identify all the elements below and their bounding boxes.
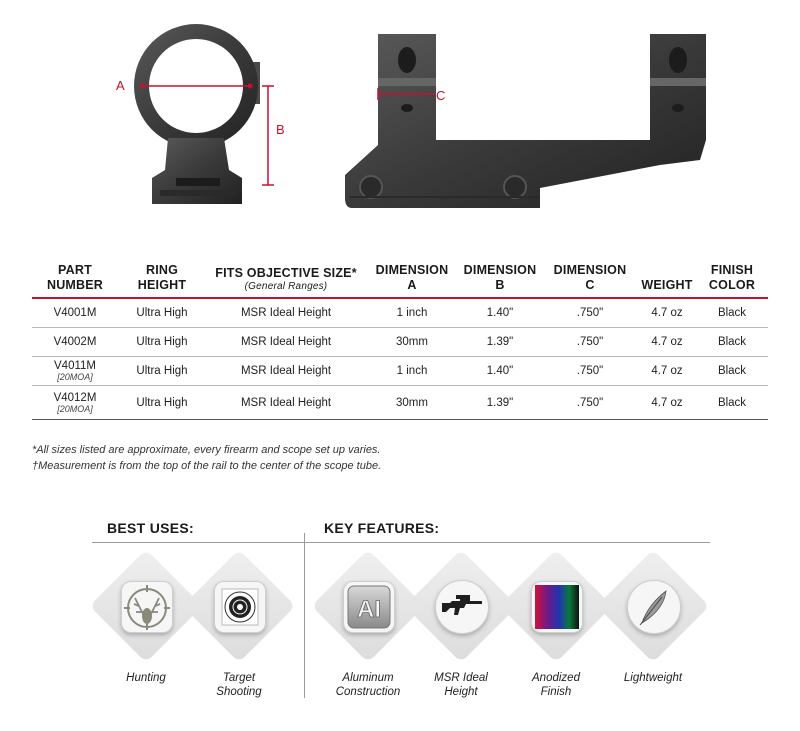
col-header-finish-color: FINISH COLOR [708,263,756,292]
cell-dim-c: .750" [542,328,638,357]
section-divider [304,533,305,698]
anodized-gradient-icon [531,581,583,633]
cell-finish: Black [696,357,768,386]
cell-ring-height: Ultra High [118,298,206,328]
cell-dim-b: 1.40" [458,357,542,386]
cell-dim-a: 1 inch [366,298,458,328]
table-row [32,386,768,420]
cell-weight: 4.7 oz [638,357,696,386]
cell-fits: MSR Ideal Height [206,298,366,328]
ring-front-view [134,24,274,204]
col-header-fits-objective: FITS OBJECTIVE SIZE* (General Ranges) [215,266,357,292]
cell-part-number: V4001M [32,298,118,328]
msr-caption: MSR Ideal Height [434,672,488,698]
cell-weight: 4.7 oz [638,328,696,357]
key-features-title: KEY FEATURES: [324,520,440,536]
anodized-caption: Anodized Finish [532,672,580,698]
scope-mount-diagram [0,0,800,240]
cell-finish: Black [696,298,768,328]
feather-icon [627,580,681,634]
cell-finish: Black [696,386,768,420]
cell-ring-height: Ultra High [118,386,206,420]
footnote-approximate: *All sizes listed are approximate, every firearm and scope set up varies. [32,444,381,456]
cell-dim-c: .750" [542,298,638,328]
col-header-weight: WEIGHT [641,278,693,292]
spec-table [32,263,768,420]
cell-dim-a: 30mm [366,386,458,420]
anodized-gradient-swatch [535,585,579,629]
cell-dim-c: .750" [542,386,638,420]
table-header-row [32,263,768,298]
cell-weight: 4.7 oz [638,386,696,420]
deer-icon [121,581,173,633]
table-row [32,328,768,357]
aluminum-icon [343,581,395,633]
col-header-dimension-b: DIMENSION B [463,263,537,292]
dimension-a-label: A [116,78,125,93]
cell-dim-a: 30mm [366,328,458,357]
cell-finish: Black [696,328,768,357]
cell-ring-height: Ultra High [118,328,206,357]
col-header-dimension-a: DIMENSION A [375,263,449,292]
cell-part-number: V4002M [32,328,118,357]
table-row [32,298,768,328]
rifle-icon [435,580,489,634]
cell-dim-b: 1.39" [458,328,542,357]
dimension-b-label: B [276,122,285,137]
footnotes [32,442,381,474]
cell-fits: MSR Ideal Height [206,328,366,357]
col-header-ring-height: RING HEIGHT [137,263,187,292]
best-uses-underline [92,542,304,543]
cell-dim-b: 1.39" [458,386,542,420]
mount-side-view [345,34,706,208]
cell-ring-height: Ultra High [118,357,206,386]
table-row [32,357,768,386]
col-header-dimension-c: DIMENSION C [553,263,627,292]
hunting-caption: Hunting [126,672,166,684]
cell-part-number: V4011M [20MOA] [32,357,118,386]
cell-part-number: V4012M [20MOA] [32,386,118,420]
cell-dim-a: 1 inch [366,357,458,386]
target-shooting-caption: Target Shooting [216,672,262,698]
cell-fits: MSR Ideal Height [206,386,366,420]
cell-dim-b: 1.40" [458,298,542,328]
dimension-c-label: C [436,88,446,103]
key-features-underline [305,542,710,543]
cell-fits: MSR Ideal Height [206,357,366,386]
footnote-measurement: †Measurement is from the top of the rail to the center of the scope tube. [32,460,382,472]
lightweight-caption: Lightweight [623,672,683,684]
col-header-part-number: PART NUMBER [46,263,104,292]
aluminum-glyph: AI [357,596,381,623]
best-uses-title: BEST USES: [107,520,195,536]
cell-dim-c: .750" [542,357,638,386]
cell-weight: 4.7 oz [638,298,696,328]
target-icon [214,581,266,633]
aluminum-caption: Aluminum Construction [335,672,401,698]
